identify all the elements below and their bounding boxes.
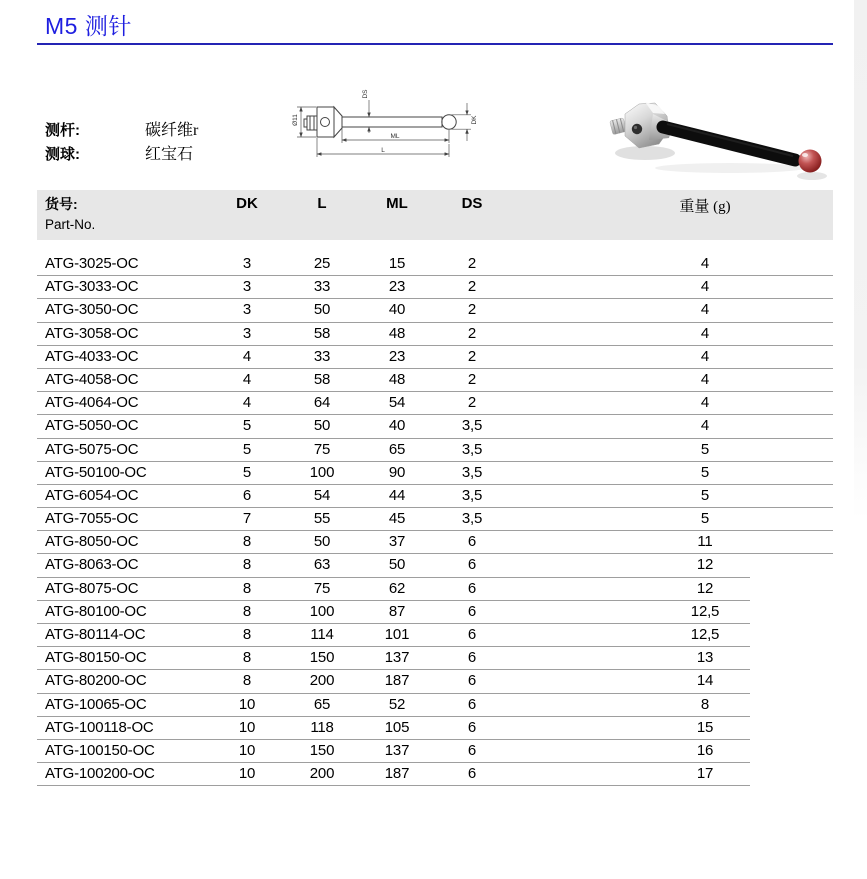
table-row (37, 601, 750, 624)
cell-ds: 2 (467, 370, 477, 388)
cell-dk: 6 (242, 486, 252, 504)
header-part-no-en: Part-No. (45, 217, 96, 232)
cell-weight: 5 (700, 486, 710, 504)
cell-dk: 3 (242, 278, 252, 296)
cell-ml: 62 (388, 579, 406, 597)
page-title: M5 测针 (45, 13, 132, 39)
cell-ds: 6 (467, 765, 477, 783)
cell-part-no: ATG-80200-OC (45, 672, 147, 690)
cell-ds: 2 (467, 394, 477, 412)
cell-ds: 6 (467, 602, 477, 620)
cell-ml: 23 (388, 278, 406, 296)
cell-ml: 48 (388, 324, 406, 342)
cell-dk: 3 (242, 324, 252, 342)
cell-l: 50 (313, 417, 331, 435)
table-row (37, 740, 750, 763)
cell-ds: 2 (467, 347, 477, 365)
photo-shaft-highlight (667, 124, 793, 156)
cell-part-no: ATG-7055-OC (45, 510, 139, 528)
cell-l: 50 (313, 533, 331, 551)
cell-part-no: ATG-100150-OC (45, 741, 155, 759)
cell-weight: 4 (700, 394, 710, 412)
photo-ruby-highlight (802, 153, 808, 157)
cell-part-no: ATG-100118-OC (45, 718, 154, 736)
cell-weight: 12,5 (690, 602, 720, 620)
header-l: L (317, 195, 327, 212)
cell-l: 200 (309, 672, 335, 690)
cell-part-no: ATG-3033-OC (45, 278, 139, 296)
cell-l: 114 (310, 626, 334, 643)
cell-ml: 87 (388, 602, 406, 620)
photo-shadow-holder (615, 146, 675, 160)
cell-l: 58 (313, 370, 331, 388)
cell-ml: 15 (388, 255, 406, 272)
cell-part-no: ATG-4033-OC (45, 347, 139, 365)
drawing-label-l: L (381, 147, 385, 154)
cell-weight: 8 (700, 695, 710, 713)
page-edge-strip (854, 0, 867, 520)
cell-ml: 105 (384, 718, 410, 736)
cell-weight: 5 (700, 463, 710, 481)
cell-dk: 8 (242, 626, 252, 643)
cell-part-no: ATG-4064-OC (45, 394, 139, 412)
table-row (37, 624, 750, 647)
cell-ml: 65 (388, 440, 406, 458)
cell-weight: 14 (696, 672, 714, 690)
photo-ruby-ball (799, 150, 822, 173)
cell-weight: 11 (697, 533, 713, 551)
cell-ds: 6 (467, 741, 477, 759)
cell-ds: 2 (467, 324, 477, 342)
cell-part-no: ATG-4058-OC (45, 370, 139, 388)
spec-shaft (45, 119, 198, 143)
cell-part-no: ATG-8075-OC (45, 579, 139, 597)
cell-part-no: ATG-80150-OC (45, 649, 147, 667)
cell-l: 58 (313, 324, 331, 342)
stylus-product-photo (595, 80, 855, 198)
cell-ds: 2 (467, 278, 477, 296)
header-dk: DK (236, 195, 258, 212)
cell-ds: 6 (467, 533, 477, 551)
cell-ds: 3,5 (461, 417, 483, 435)
cell-dk: 10 (238, 741, 256, 759)
table-row (37, 508, 833, 531)
stylus-dimension-drawing (283, 86, 483, 170)
cell-part-no: ATG-8063-OC (45, 556, 139, 574)
table-row (37, 694, 750, 717)
cell-weight: 4 (700, 417, 710, 435)
cell-part-no: ATG-80114-OC (45, 626, 146, 643)
table-row (37, 763, 750, 786)
table-row (37, 346, 833, 369)
cell-part-no: ATG-80100-OC (45, 602, 147, 620)
table-row (37, 369, 833, 392)
table-row (37, 485, 833, 508)
cell-weight: 4 (700, 255, 710, 272)
cell-weight: 17 (696, 765, 714, 783)
cell-weight: 4 (700, 301, 710, 319)
table-row (37, 647, 750, 670)
photo-shadow-ball (797, 172, 827, 180)
cell-weight: 12 (696, 579, 714, 597)
drawing-label-dk: DK (471, 115, 478, 125)
cell-dk: 7 (242, 510, 252, 528)
cell-ds: 6 (467, 718, 477, 736)
cell-ds: 2 (467, 255, 477, 272)
cell-weight: 4 (700, 278, 710, 296)
cell-dk: 8 (242, 579, 252, 597)
cell-ml: 37 (388, 533, 406, 551)
table-row (37, 554, 750, 577)
cell-ds: 2 (467, 301, 477, 319)
table-row (37, 439, 833, 462)
cell-ml: 52 (388, 695, 406, 713)
cell-weight: 15 (696, 718, 714, 736)
cell-ml: 187 (384, 765, 410, 783)
cell-l: 50 (313, 301, 331, 319)
cell-ml: 44 (388, 486, 406, 504)
cell-ds: 3,5 (461, 486, 483, 504)
drawing-body (317, 107, 334, 137)
cell-ds: 3,5 (461, 463, 483, 481)
cell-part-no: ATG-3025-OC (45, 255, 139, 272)
cell-ml: 40 (388, 301, 406, 319)
cell-l: 65 (313, 695, 331, 713)
cell-dk: 8 (242, 533, 252, 551)
header-ds: DS (461, 195, 483, 212)
cell-l: 63 (313, 556, 331, 574)
drawing-label-shank-dia: Ø11 (292, 114, 299, 126)
cell-l: 54 (313, 486, 331, 504)
table-header (37, 190, 833, 240)
spec-list (45, 119, 198, 167)
cell-part-no: ATG-5075-OC (45, 440, 139, 458)
cell-ds: 3,5 (461, 510, 483, 528)
cell-ml: 54 (388, 394, 406, 412)
cell-weight: 16 (696, 741, 714, 759)
title-rule (37, 43, 833, 45)
cell-weight: 4 (700, 347, 710, 365)
cell-ds: 6 (467, 556, 477, 574)
cell-ml: 50 (388, 556, 406, 574)
cell-dk: 5 (242, 463, 252, 481)
cell-ds: 6 (467, 649, 477, 667)
cell-part-no: ATG-10065-OC (45, 695, 147, 713)
header-ml: ML (386, 195, 408, 212)
cell-l: 150 (309, 741, 335, 759)
spec-ball (45, 143, 198, 167)
header-weight: 重量 (g) (679, 199, 731, 215)
cell-weight: 4 (700, 370, 710, 388)
cell-part-no: ATG-100200-OC (45, 765, 155, 783)
drawing-cone (334, 107, 342, 137)
table-row (37, 253, 833, 276)
cell-ds: 6 (467, 695, 477, 713)
spec-ball-label: 测球: (45, 146, 80, 163)
cell-dk: 10 (238, 765, 256, 783)
cell-weight: 5 (700, 510, 710, 528)
cell-dk: 10 (238, 718, 256, 736)
spec-shaft-label: 测杆: (45, 122, 80, 139)
photo-thread (610, 118, 627, 135)
cell-ml: 23 (388, 347, 406, 365)
drawing-label-ds: DS (362, 89, 369, 99)
drawing-stem (342, 117, 442, 127)
spec-shaft-value: 碳纤维r (145, 122, 199, 139)
photo-shaft (663, 127, 795, 160)
cell-ds: 3,5 (461, 440, 483, 458)
table-row (37, 276, 833, 299)
cell-dk: 3 (242, 301, 252, 319)
cell-l: 25 (313, 255, 331, 272)
table-row (37, 531, 833, 554)
photo-shadow-shaft (655, 163, 805, 173)
cell-weight: 4 (700, 324, 710, 342)
cell-ml: 137 (384, 741, 410, 759)
cell-part-no: ATG-3058-OC (45, 324, 139, 342)
spec-ball-value: 红宝石 (145, 146, 194, 163)
cell-weight: 5 (700, 440, 710, 458)
table-row (37, 670, 750, 693)
cell-dk: 4 (242, 394, 252, 412)
cell-dk: 8 (242, 672, 252, 690)
cell-dk: 3 (242, 255, 252, 272)
drawing-label-ml: ML (390, 133, 400, 140)
cell-part-no: ATG-6054-OC (45, 486, 139, 504)
table-row (37, 415, 833, 438)
cell-ml: 187 (384, 672, 410, 690)
cell-dk: 10 (238, 695, 256, 713)
cell-dk: 4 (242, 347, 252, 365)
table-row (37, 462, 833, 485)
drawing-ball (442, 115, 456, 129)
drawing-body-hole (321, 118, 330, 127)
cell-part-no: ATG-8050-OC (45, 533, 139, 551)
cell-dk: 5 (242, 440, 252, 458)
cell-ml: 40 (388, 417, 406, 435)
table-rows (37, 253, 833, 786)
cell-ds: 6 (467, 626, 477, 643)
cell-dk: 8 (242, 649, 252, 667)
drawing-thread (307, 116, 317, 130)
table-row (37, 717, 750, 740)
cell-dk: 8 (242, 602, 252, 620)
cell-dk: 4 (242, 370, 252, 388)
cell-l: 75 (313, 579, 331, 597)
cell-l: 55 (313, 510, 331, 528)
table-row (37, 392, 833, 415)
cell-ml: 101 (384, 626, 410, 643)
table-row (37, 299, 833, 322)
header-part-no-cn: 货号: (45, 196, 78, 212)
cell-ml: 48 (388, 370, 406, 388)
cell-l: 118 (310, 718, 334, 736)
cell-l: 100 (309, 463, 335, 481)
cell-ml: 45 (388, 510, 406, 528)
cell-dk: 5 (242, 417, 252, 435)
cell-weight: 12,5 (690, 626, 720, 643)
cell-l: 75 (313, 440, 331, 458)
cell-ml: 90 (388, 463, 406, 481)
cell-l: 100 (309, 602, 335, 620)
cell-part-no: ATG-50100-OC (45, 463, 147, 481)
cell-part-no: ATG-5050-OC (45, 417, 139, 435)
cell-ml: 137 (384, 649, 410, 667)
cell-l: 64 (313, 394, 331, 412)
cell-dk: 8 (242, 556, 252, 574)
cell-l: 33 (313, 278, 331, 296)
cell-l: 200 (309, 765, 335, 783)
cell-weight: 13 (696, 649, 714, 667)
cell-l: 150 (309, 649, 335, 667)
cell-ds: 6 (467, 579, 477, 597)
table-row (37, 578, 750, 601)
table-row (37, 323, 833, 346)
cell-part-no: ATG-3050-OC (45, 301, 139, 319)
cell-l: 33 (313, 347, 331, 365)
cell-ds: 6 (467, 672, 477, 690)
cell-weight: 12 (696, 556, 714, 574)
